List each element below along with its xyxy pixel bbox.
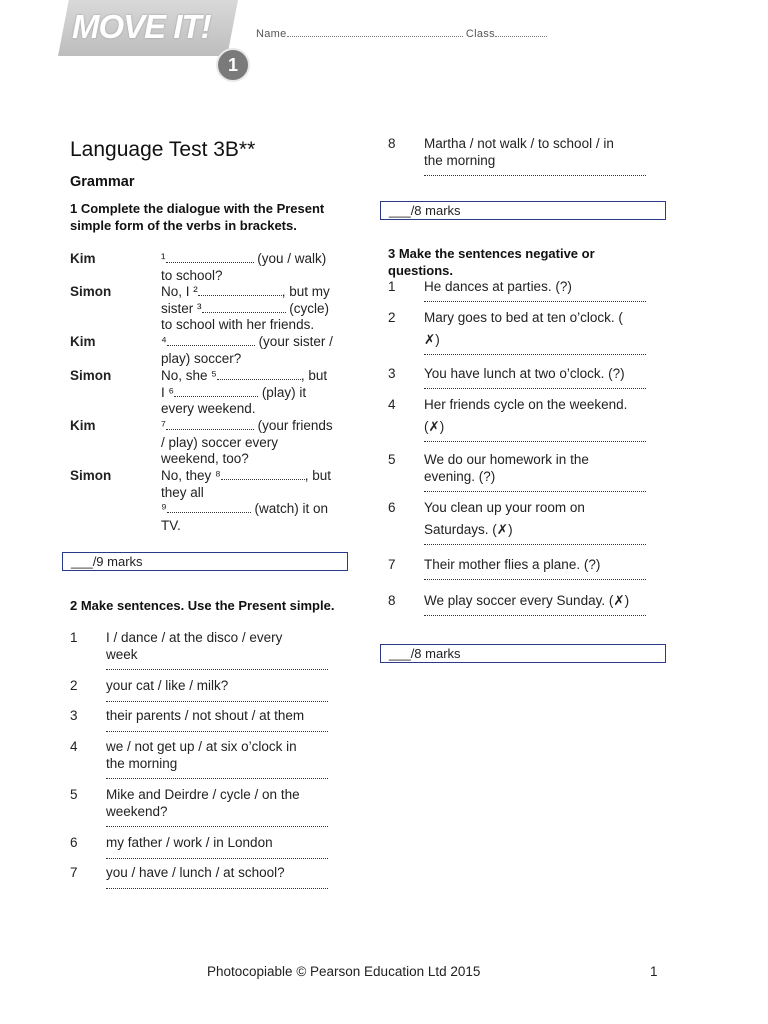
sentence-text: Saturdays. (✗) <box>424 522 513 537</box>
item-number: 8 <box>388 136 396 151</box>
page-number: 1 <box>650 964 658 979</box>
answer-line[interactable] <box>106 778 328 779</box>
answer-line[interactable] <box>106 701 328 702</box>
item-number: 5 <box>70 787 78 802</box>
section-heading: Grammar <box>70 174 135 190</box>
sentence-text: We play soccer every Sunday. (✗) <box>424 593 630 608</box>
item-number: 6 <box>388 500 396 515</box>
item-number: 1 <box>388 279 396 294</box>
name-class-line <box>256 27 547 40</box>
ex2-instruction: 2 Make sentences. Use the Present simple. <box>70 598 335 613</box>
ex3-marks-box[interactable]: ___/8 marks <box>380 644 666 663</box>
dialogue-line: I ⁶ (play) it <box>161 384 307 400</box>
dialogue-speaker: Kim <box>70 334 96 349</box>
footer-copyright: Photocopiable © Pearson Education Ltd 2015 <box>207 964 481 979</box>
dialogue-line: they all <box>161 484 204 500</box>
answer-blank[interactable] <box>167 334 255 346</box>
dialogue-line: to school? <box>161 267 223 283</box>
ex1-instruction: 1 Complete the dialogue with the Present simple form of the verbs in brackets. <box>70 201 325 233</box>
answer-line[interactable] <box>106 858 328 859</box>
answer-blank[interactable] <box>167 501 251 513</box>
name-field[interactable] <box>287 27 463 37</box>
sentence-text: evening. (?) <box>424 469 496 484</box>
answer-blank[interactable] <box>217 368 301 380</box>
prompt-text: the morning <box>106 755 178 771</box>
dialogue-speaker: Kim <box>70 418 96 433</box>
prompt-text: Martha / not walk / to school / in <box>424 136 614 151</box>
answer-blank[interactable] <box>166 251 254 263</box>
prompt-text: we / not get up / at six o’clock in <box>106 739 297 754</box>
answer-blank[interactable] <box>174 385 258 397</box>
answer-blank[interactable] <box>198 284 282 296</box>
name-label: Name <box>256 28 287 40</box>
sentence-text: ✗) <box>424 332 440 347</box>
sentence-text: Mary goes to bed at ten o’clock. ( <box>424 310 623 325</box>
dialogue-speaker: Simon <box>70 368 112 383</box>
prompt-text: your cat / like / milk? <box>106 678 229 693</box>
class-label: Class <box>465 28 495 40</box>
answer-blank[interactable] <box>202 301 286 313</box>
dialogue-speaker: Simon <box>70 284 112 299</box>
answer-blank[interactable] <box>166 418 254 430</box>
item-number: 7 <box>388 557 396 572</box>
item-number: 8 <box>388 593 396 608</box>
dialogue-line: to school with her friends. <box>161 317 315 333</box>
prompt-text: you / have / lunch / at school? <box>106 865 285 880</box>
item-number: 7 <box>70 865 78 880</box>
sentence-text: Her friends cycle on the weekend. <box>424 397 628 412</box>
logo-text: MOVE IT! <box>72 8 211 45</box>
sentence-text: Their mother flies a plane. (?) <box>424 557 601 572</box>
level-badge: 1 <box>216 48 250 82</box>
sentence-text: He dances at parties. (?) <box>424 279 572 294</box>
sentence-text: We do our homework in the <box>424 452 589 467</box>
answer-line[interactable] <box>106 669 328 670</box>
dialogue-line: TV. <box>161 517 181 533</box>
logo <box>58 0 240 75</box>
ex2-marks-box[interactable]: ___/8 marks <box>380 201 666 220</box>
ex3-instruction: 3 Make the sentences negative or questions. <box>388 246 595 278</box>
item-number: 1 <box>70 630 78 645</box>
dialogue-line: weekend, too? <box>161 451 249 467</box>
dialogue-line: No, they ⁸ , but <box>161 468 332 483</box>
prompt-text: Mike and Deirdre / cycle / on the <box>106 787 300 802</box>
sentence-text: (✗) <box>424 419 445 434</box>
item-number: 4 <box>388 397 396 412</box>
item-number: 4 <box>70 739 78 754</box>
prompt-text: weekend? <box>106 803 168 819</box>
answer-line[interactable] <box>424 544 646 545</box>
item-number: 2 <box>70 678 78 693</box>
answer-line[interactable] <box>424 491 646 492</box>
answer-line[interactable] <box>424 301 646 302</box>
dialogue-line: play) soccer? <box>161 350 242 366</box>
dialogue-line: every weekend. <box>161 401 256 417</box>
page-title: Language Test 3B** <box>70 138 256 161</box>
dialogue-line: No, I ² , but my <box>161 284 330 299</box>
prompt-text: I / dance / at the disco / every <box>106 630 283 645</box>
answer-line[interactable] <box>424 175 646 176</box>
answer-blank[interactable] <box>221 468 305 480</box>
class-field[interactable] <box>495 27 547 37</box>
sentence-text: You clean up your room on <box>424 500 585 515</box>
dialogue-line: No, she ⁵ , but <box>161 368 328 383</box>
answer-line[interactable] <box>424 441 646 442</box>
prompt-text: week <box>106 646 138 662</box>
ex1-marks-box[interactable]: ___/9 marks <box>62 552 348 571</box>
answer-line[interactable] <box>106 826 328 827</box>
prompt-text: my father / work / in London <box>106 835 273 850</box>
sentence-text: You have lunch at two o’clock. (?) <box>424 366 625 381</box>
dialogue-line: ¹ (you / walk) <box>161 251 327 266</box>
answer-line[interactable] <box>424 579 646 580</box>
answer-line[interactable] <box>106 888 328 889</box>
answer-line[interactable] <box>424 354 646 355</box>
answer-line[interactable] <box>424 388 646 389</box>
dialogue-line: / play) soccer every <box>161 434 279 450</box>
dialogue-line: ⁷ (your friends <box>161 418 333 433</box>
dialogue-line: ⁴ (your sister / <box>161 334 333 349</box>
prompt-text: their parents / not shout / at them <box>106 708 305 723</box>
dialogue-speaker: Simon <box>70 468 112 483</box>
prompt-text: the morning <box>424 152 496 168</box>
dialogue-line: ⁹ (watch) it on <box>161 501 329 517</box>
answer-line[interactable] <box>106 731 328 732</box>
item-number: 3 <box>70 708 78 723</box>
item-number: 5 <box>388 452 396 467</box>
dialogue-speaker: Kim <box>70 251 96 266</box>
dialogue-line: sister ³ (cycle) <box>161 300 329 316</box>
item-number: 3 <box>388 366 396 381</box>
answer-line[interactable] <box>424 615 646 616</box>
item-number: 2 <box>388 310 396 325</box>
item-number: 6 <box>70 835 78 850</box>
